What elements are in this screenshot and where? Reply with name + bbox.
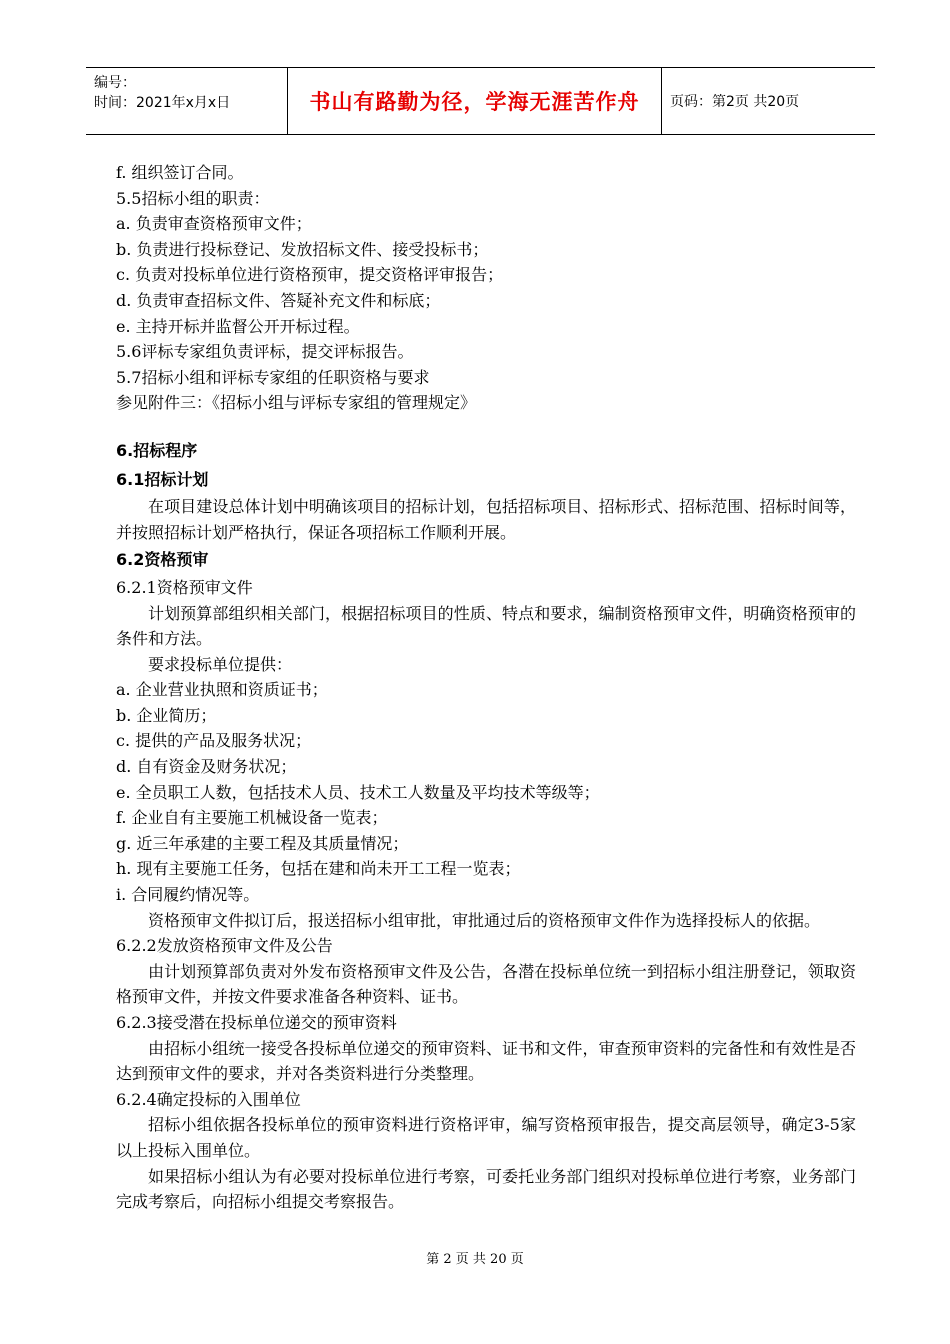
list-item: f. 企业自有主要施工机械设备一览表； <box>116 808 388 828</box>
paragraph: 计划预算部组织相关部门，根据招标项目的性质、特点和要求，编制资格预审文件，明确资格预审的条件和方法。 <box>116 603 856 649</box>
subsubsection-heading: 6.2.2发放资格预审文件及公告 <box>116 936 333 956</box>
paragraph: 在项目建设总体计划中明确该项目的招标计划，包括招标项目、招标形式、招标范围、招标时间等，并按照招标计划严格执行，保证各项招标工作顺利开展。 <box>116 497 856 542</box>
list-item: c. 提供的产品及服务状况； <box>116 731 312 751</box>
text-line: 参见附件三：《招标小组与评标专家组的管理规定》 <box>116 393 477 413</box>
paragraph: 如果招标小组认为有必要对投标单位进行考察，可委托业务部门组织对投标单位进行考察，业务部门完成考察后，向招标小组提交考察报告。 <box>116 1166 856 1212</box>
paragraph: 由计划预算部负责对外发布资格预审文件及公告，各潜在投标单位统一到招标小组注册登记，领取资格预审文件，并按文件要求准备各种资料、证书。 <box>116 961 856 1007</box>
document-number-label: 编号： <box>94 75 136 91</box>
text-line: d. 负责审查招标文件、答疑补充文件和标底； <box>116 290 441 310</box>
text-line: a. 负责审查资格预审文件； <box>116 214 312 234</box>
paragraph: 要求投标单位提供： <box>148 654 293 674</box>
paragraph: 招标小组依据各投标单位的预审资料进行资格评审，编写资格预审报告，提交高层领导，确定3-5家以上投标入围单位。 <box>116 1115 856 1160</box>
text-line: c. 负责对投标单位进行资格预审，提交资格评审报告； <box>116 265 504 285</box>
text-line: 5.5招标小组的职责： <box>116 188 270 208</box>
list-item: b. 企业简历； <box>116 705 217 725</box>
header-motto: 书山有路勤为径，学海无涯苦作舟 <box>288 68 662 134</box>
list-item: h. 现有主要施工任务，包括在建和尚未开工工程一览表； <box>116 859 521 879</box>
list-item: e. 全员职工人数，包括技术人员、技术工人数量及平均技术等级等； <box>116 782 600 802</box>
list-item: d. 自有资金及财务状况； <box>116 757 297 777</box>
subsubsection-heading: 6.2.4确定投标的入围单位 <box>116 1089 301 1109</box>
text-line: f. 组织签订合同。 <box>116 163 244 182</box>
document-time-label: 时间：2021年x月x日 <box>94 95 231 111</box>
header-meta <box>86 68 288 134</box>
list-item: a. 企业营业执照和资质证书； <box>116 680 328 700</box>
section-heading: 6.招标程序 <box>116 440 198 460</box>
document-body <box>116 160 856 1215</box>
page-footer: 第 2 页 共 20 页 <box>426 1252 524 1267</box>
subsubsection-heading: 6.2.1资格预审文件 <box>116 577 253 597</box>
text-line: b. 负责进行投标登记、发放招标文件、接受投标书； <box>116 239 489 259</box>
subsection-heading: 6.1招标计划 <box>116 469 209 489</box>
subsection-heading: 6.2资格预审 <box>116 550 209 570</box>
header-page-label: 页码：第2页 共20页 <box>670 94 800 110</box>
page-header <box>86 67 875 135</box>
list-item: i. 合同履约情况等。 <box>116 885 260 905</box>
subsubsection-heading: 6.2.3接受潜在投标单位递交的预审资料 <box>116 1013 397 1032</box>
paragraph: 资格预审文件拟订后，报送招标小组审批，审批通过后的资格预审文件作为选择投标人的依据。 <box>148 910 821 930</box>
paragraph: 由招标小组统一接受各投标单位递交的预审资料、证书和文件，审查预审资料的完备性和有效性是否达到预审文件的要求，并对各类资料进行分类整理。 <box>116 1038 856 1084</box>
list-item: g. 近三年承建的主要工程及其质量情况； <box>116 833 409 853</box>
text-line: 5.6评标专家组负责评标，提交评标报告。 <box>116 342 414 362</box>
text-line: 5.7招标小组和评标专家组的任职资格与要求 <box>116 367 430 387</box>
text-line: e. 主持开标并监督公开开标过程。 <box>116 316 360 336</box>
